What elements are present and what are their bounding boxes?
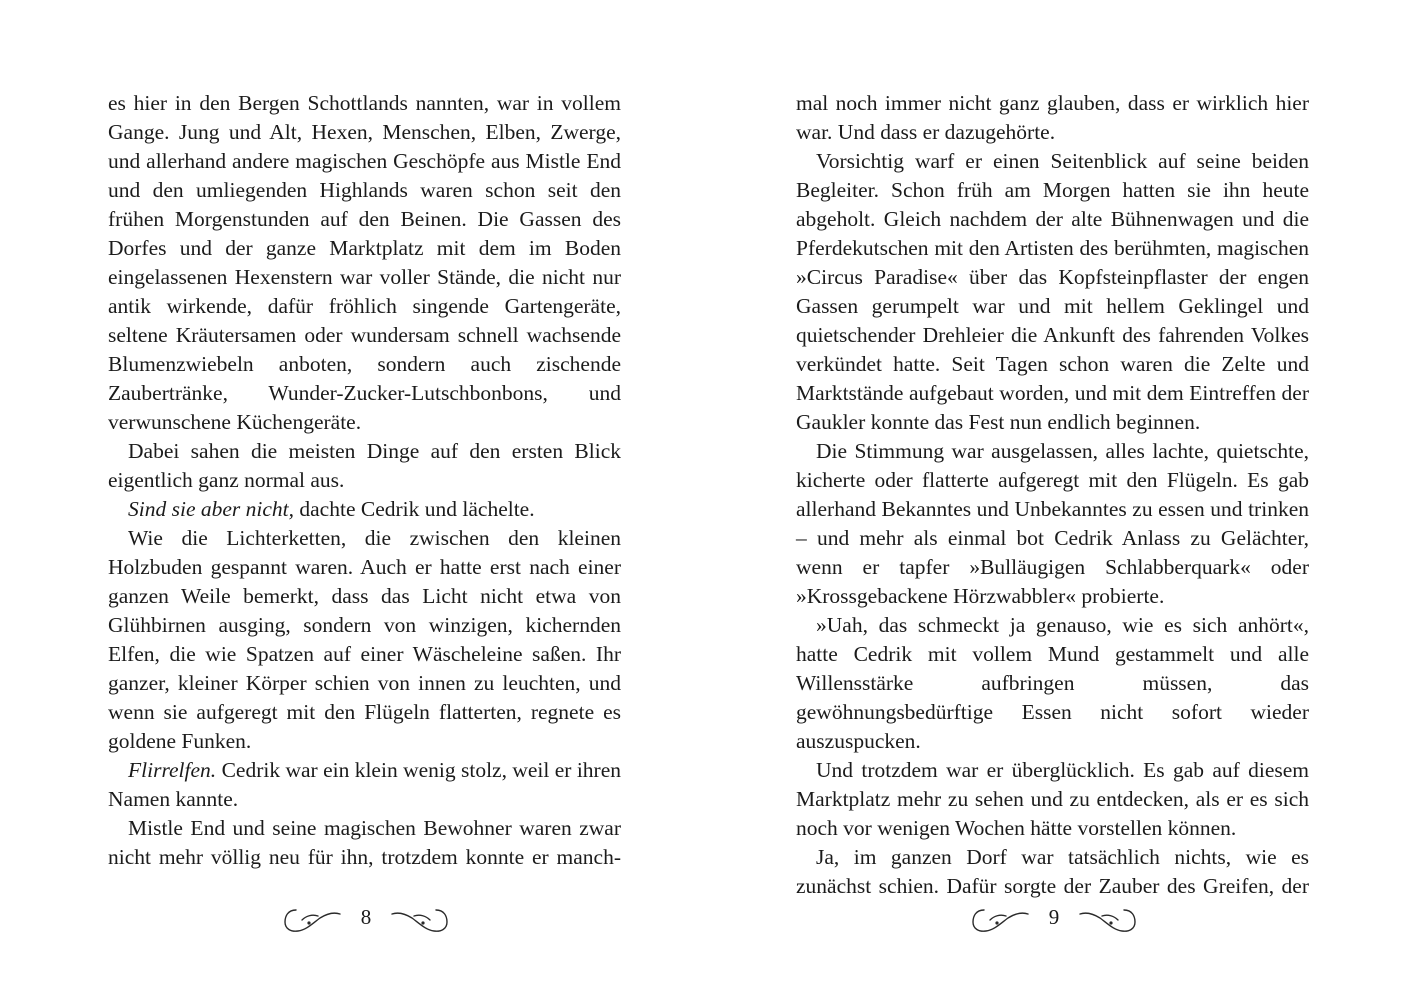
page-number: 9 xyxy=(1048,905,1060,929)
paragraph: Dabei sahen die meisten Dinge auf den ersten Blick eigentlich ganz normal aus. xyxy=(108,439,621,492)
paragraph xyxy=(108,756,621,814)
paragraph: Und trotzdem war er überglücklich. Es gab auf diesem Marktplatz mehr zu sehen und zu entdecken, als er es sich noch vor wenigen Wochen hätte vorstellen können. xyxy=(796,758,1309,840)
paragraph: mal noch immer nicht ganz glauben, dass er wirklich hier war. Und dass er dazugehörte. xyxy=(796,91,1309,144)
right-page-body xyxy=(796,89,1309,901)
paragraph-text: Cedrik war ein klein wenig stolz, weil er ihren Namen kannte. xyxy=(108,758,621,811)
paragraph-text: dachte Cedrik und lächelte. xyxy=(294,497,535,521)
paragraph: Vorsichtig warf er einen Seitenblick auf seine beiden Begleiter. Schon früh am Morgen hatten sie ihn heute abgeholt. Gleich nachdem der alte Bühnenwagen und die Pferdekutschen mit den Artisten des berühmten, magischen »Circus Paradise« über das Kopfsteinpflaster der engen Gassen gerumpelt war und mit hellem Geklingel und quietschender Drehleier die Ankunft des fahrenden Volkes verkündet hatte. Seit Tagen schon waren die Zelte und Marktstände aufgebaut worden, und mit dem Eintreffen der Gaukler konnte das Fest nun endlich beginnen. xyxy=(796,149,1309,434)
paragraph: es hier in den Bergen Schottlands nannten, war in vollem Gange. Jung und Alt, Hexen, Menschen, Elben, Zwerge, und allerhand andere magischen Geschöpfe aus Mistle End und den umliegenden Highlands waren schon seit den frühen Morgenstunden auf den Beinen. Die Gassen des Dorfes und der ganze Marktplatz mit dem im Boden eingelassenen Hexenstern war voller Stände, die nicht nur antik wirkende, dafür fröhlich singende Gartengeräte, seltene Kräutersamen oder wundersam schnell wachsende Blumenzwiebeln anboten, sondern auch zischende Zaubertränke, Wunder-Zucker-Lutschbonbons, und verwunschene Küchengeräte. xyxy=(108,91,621,434)
paragraph: Mistle End und seine magischen Bewohner waren zwar nicht mehr völlig neu für ihn, trotzdem konnte er manch- xyxy=(108,816,621,869)
paragraph xyxy=(108,495,621,524)
italic-phrase: Flirrelfen. xyxy=(128,758,217,782)
page-number: 8 xyxy=(360,905,372,929)
page-footer xyxy=(964,900,1144,944)
left-page-body xyxy=(108,89,621,872)
italic-phrase: Sind sie aber nicht, xyxy=(128,497,295,521)
paragraph: Wie die Lichterketten, die zwischen den kleinen Holzbuden gespannt waren. Auch er hatte erst nach einer ganzen Weile bemerkt, dass das Licht nicht etwa von Glühbirnen ausging, sondern von winzigen, kichernden Elfen, die wie Spatzen auf einer Wäscheleine saßen. Ihr ganzer, kleiner Körper schien von innen zu leuchten, und wenn sie aufgeregt mit den Flügeln flatterten, regnete es goldene Funken. xyxy=(108,526,621,753)
right-page xyxy=(708,0,1416,1000)
page-footer xyxy=(276,900,456,944)
paragraph: Die Stimmung war ausgelassen, alles lachte, quietschte, kicherte oder flatterte aufgeregt mit den Flügeln. Es gab allerhand Bekanntes und Unbekanntes zu essen und trinken – und mehr als einmal bot Cedrik Anlass zu Gelächter, wenn er tapfer »Bulläugigen Schlabberquark« oder »Krossgebackene Hörzwabbler« probierte. xyxy=(796,439,1309,608)
paragraph: Ja, im ganzen Dorf war tatsächlich nichts, wie es zunächst schien. Dafür sorgte der Zauber des Greifen, der xyxy=(796,845,1309,898)
paragraph: »Uah, das schmeckt ja genauso, wie es sich anhört«, hatte Cedrik mit vollem Mund gestammelt und alle Willensstärke aufbringen müssen, das gewöhnungsbedürftige Essen nicht sofort wieder auszuspucken. xyxy=(796,613,1309,753)
